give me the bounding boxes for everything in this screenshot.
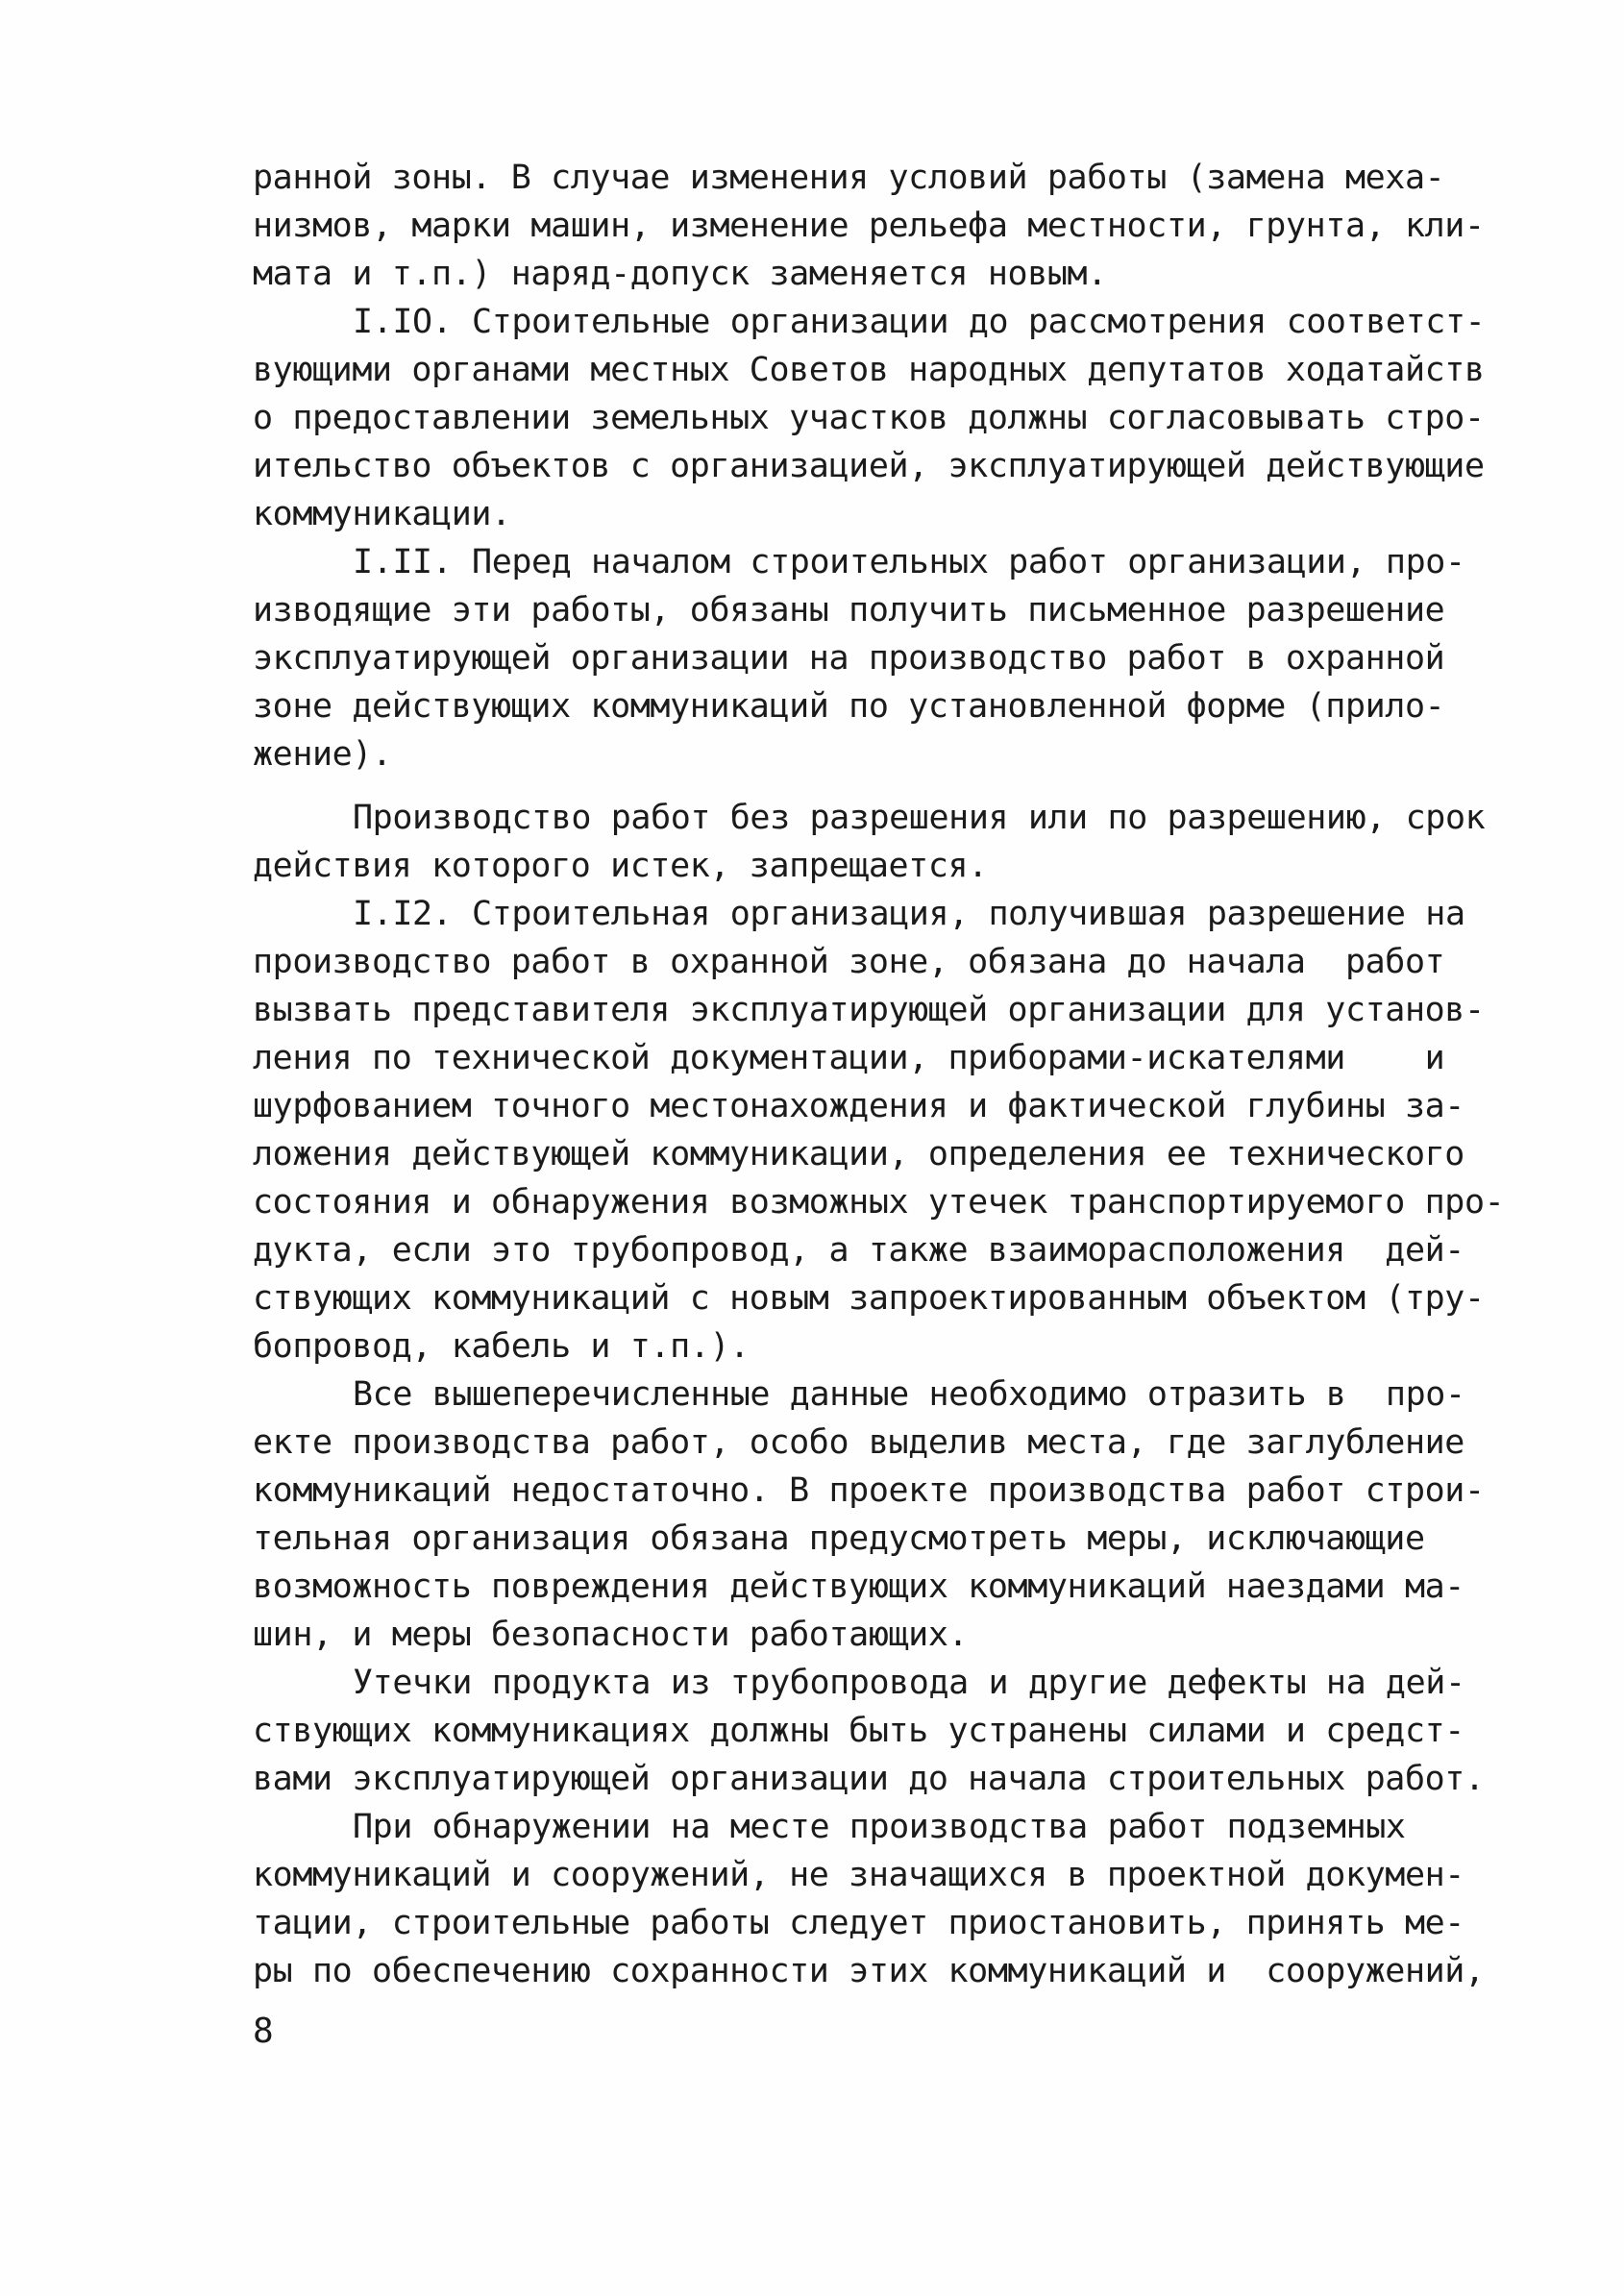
paragraph-start-1-11: I.II. Перед началом строительных работ организации, про-	[353, 543, 1465, 581]
text-line: действия которого истек, запрещается.	[253, 847, 988, 885]
text-line: коммуникаций недостаточно. В проекте производства работ строи-	[253, 1471, 1485, 1510]
text-line: вами эксплуатирующей организации до начала строительных работ.	[253, 1760, 1485, 1798]
text-line: ления по технической документации, приборами-искателями и	[253, 1039, 1445, 1077]
text-line: дукта, если это трубопровод, а также взаиморасположения дей-	[253, 1231, 1464, 1270]
text-line: вующими органами местных Советов народных депутатов ходатайств	[253, 351, 1485, 389]
text-line: низмов, марки машин, изменение рельефа местности, грунта, кли-	[253, 207, 1485, 245]
paragraph-start: Все вышеперечисленные данные необходимо отразить в про-	[353, 1375, 1465, 1414]
text-line: коммуникации.	[253, 495, 511, 533]
text-line: изводящие эти работы, обязаны получить письменное разрешение	[253, 591, 1445, 630]
text-line: производство работ в охранной зоне, обязана до начала работ	[253, 943, 1445, 981]
body-text	[253, 154, 1505, 1995]
paragraph-start-1-12: I.I2. Строительная организация, получившая разрешение на	[353, 895, 1465, 933]
text-line: коммуникаций и сооружений, не значащихся в проектной докумен-	[253, 1856, 1464, 1894]
text-line: ительство объектов с организацией, эксплуатирующей действующие	[253, 447, 1485, 485]
text-line: шурфованием точного местонахождения и фактической глубины за-	[253, 1087, 1464, 1125]
text-line: мата и т.п.) наряд-допуск заменяется новым.	[253, 255, 1107, 293]
paragraph-start-1-10: I.IO. Строительные организации до рассмотрения соответст-	[353, 303, 1486, 341]
text-line: возможность повреждения действующих коммуникаций наездами ма-	[253, 1568, 1464, 1606]
text-line: екте производства работ, особо выделив места, где заглубление	[253, 1423, 1464, 1462]
text-line: зоне действующих коммуникаций по установленной форме (прило-	[253, 687, 1445, 726]
text-line: ры по обеспечению сохранности этих коммуникаций и сооружений,	[253, 1952, 1485, 1990]
text-line: эксплуатирующей организации на производство работ в охранной	[253, 639, 1445, 678]
paragraph-start: Производство работ без разрешения или по разрешению, срок	[353, 799, 1486, 837]
text-line: ранной зоны. В случае изменения условий работы (замена меха-	[253, 159, 1445, 197]
text-line: вызвать представителя эксплуатирующей организации для установ-	[253, 991, 1485, 1029]
text-line: ствующих коммуникаций с новым запроектированным объектом (тру-	[253, 1279, 1485, 1318]
text-line: о предоставлении земельных участков должны согласовывать стро-	[253, 399, 1485, 437]
page-number: 8	[253, 2012, 274, 2051]
paragraph-start: При обнаружении на месте производства работ подземных	[353, 1808, 1406, 1846]
paragraph-start: Утечки продукта из трубопровода и другие дефекты на дей-	[353, 1664, 1465, 1702]
text-line: ложения действующей коммуникации, определения ее технического	[253, 1135, 1464, 1173]
text-line: бопровод, кабель и т.п.).	[253, 1327, 750, 1366]
text-line: тельная организация обязана предусмотреть меры, исключающие	[253, 1519, 1425, 1558]
text-line: тации, строительные работы следует приостановить, принять ме-	[253, 1904, 1464, 1942]
text-line: состояния и обнаружения возможных утечек транспортируемого про-	[253, 1183, 1505, 1222]
text-line: шин, и меры безопасности работающих.	[253, 1616, 969, 1654]
text-line: ствующих коммуникациях должны быть устранены силами и средст-	[253, 1712, 1464, 1750]
text-line: жение).	[253, 735, 392, 774]
